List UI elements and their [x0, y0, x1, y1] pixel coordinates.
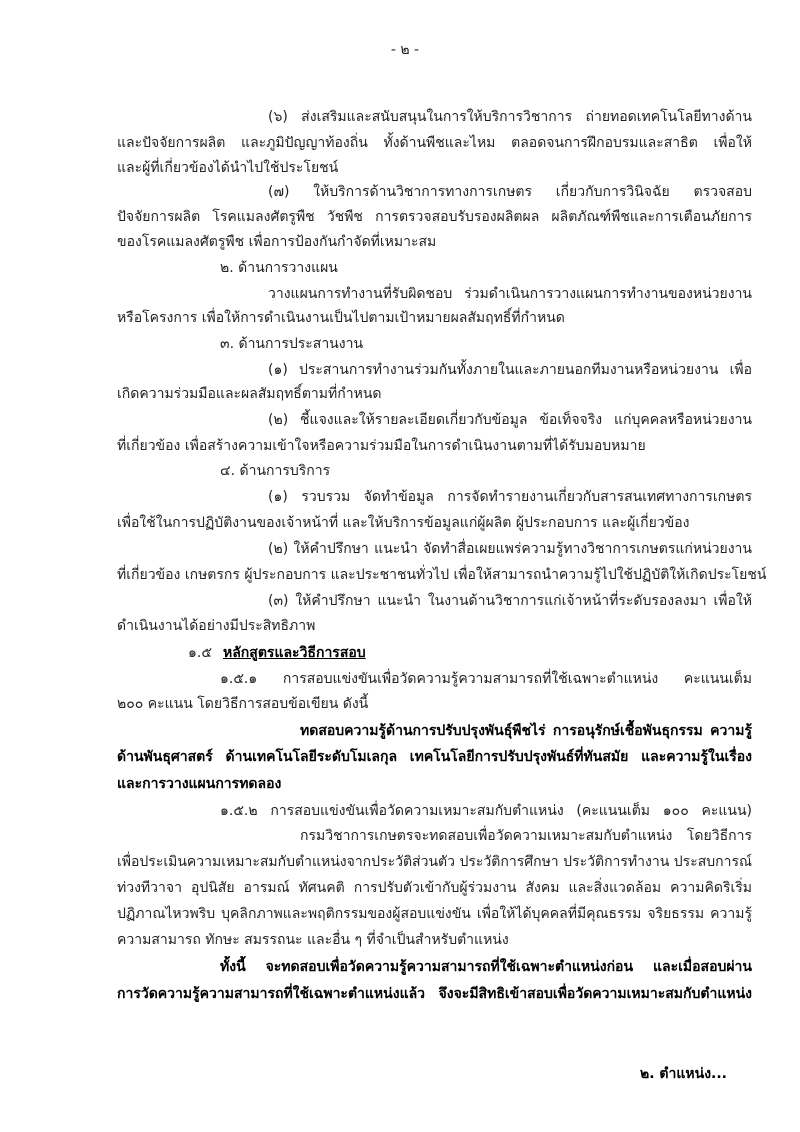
- section-number: ๑.๕: [188, 645, 212, 661]
- continuation-marker: ๒. ตำแหน่ง...: [640, 1066, 727, 1082]
- text-line: (๑) รวบรวม จัดทำข้อมูล การจัดทำรายงานเกี่ยวกับสารสนเทศทางการเกษตร: [268, 489, 752, 505]
- text-line-bold: ทดสอบความรู้ด้านการปรับปรุงพันธุ์พืชไร่ การอนุรักษ์เชื้อพันธุกรรม ความรู้: [300, 723, 752, 739]
- text-line: ๑.๕.๒ การสอบแข่งขันเพื่อวัดความเหมาะสมกับตำแหน่ง (คะแนนเต็ม ๑๐๐ คะแนน): [220, 803, 752, 819]
- text-line-bold: และการวางแผนการทดลอง: [117, 776, 282, 792]
- text-line: หรือโครงการ เพื่อให้การดำเนินงานเป็นไปตามเป้าหมายผลสัมฤทธิ์ที่กำหนด: [117, 310, 565, 326]
- text-line: ของโรคแมลงศัตรูพืช เพื่อการป้องกันกำจัดที่เหมาะสม: [117, 234, 437, 250]
- text-line: (๖) ส่งเสริมและสนับสนุนในการให้บริการวิชาการ ถ่ายทอดเทคโนโลยีทางด้าน: [268, 109, 752, 125]
- text-line: ท่วงทีวาจา อุปนิสัย อารมณ์ ทัศนคติ การปรับตัวเข้ากับผู้ร่วมงาน สังคม และสิ่งแวดล้อม ความคิดริเริ่ม: [117, 880, 752, 896]
- section-heading: ๒. ด้านการวางแผน: [220, 260, 338, 276]
- text-line: และผู้ที่เกี่ยวข้องได้นำไปใช้ประโยชน์: [117, 160, 339, 176]
- text-line: เกิดความร่วมมือและผลสัมฤทธิ์ตามที่กำหนด: [117, 386, 382, 402]
- text-line: ที่เกี่ยวข้อง เพื่อสร้างความเข้าใจหรือความร่วมมือในการดำเนินงานตามที่ได้รับมอบหมาย: [117, 438, 646, 454]
- text-line: ที่เกี่ยวข้อง เกษตรกร ผู้ประกอบการ และประชาชนทั่วไป เพื่อให้สามารถนำความรู้ไปใช้ปฏิบัติให้เกิดประโยชน์: [117, 567, 767, 583]
- text-line: และปัจจัยการผลิต และภูมิปัญญาท้องถิ่น ทั้งด้านพืชและไหม ตลอดจนการฝึกอบรมและสาธิต เพื่อให้: [117, 135, 752, 151]
- text-line: กรมวิชาการเกษตรจะทดสอบเพื่อวัดความเหมาะสมกับตำแหน่ง โดยวิธีการ: [300, 828, 752, 844]
- page-number: - ๒ -: [390, 42, 420, 58]
- text-line-bold: การวัดความรู้ความสามารถที่ใช้เฉพาะตำแหน่งแล้ว จึงจะมีสิทธิเข้าสอบเพื่อวัดความเหมาะสมกับตำแหน่ง: [117, 986, 752, 1002]
- section-title: หลักสูตรและวิธีการสอบ: [223, 645, 366, 661]
- text-line: ปฏิภาณไหวพริบ บุคลิกภาพและพฤติกรรมของผู้สอบแข่งขัน เพื่อให้ได้บุคคลที่มีคุณธรรม จริยธรรม ความรู้: [117, 906, 752, 922]
- text-line: (๑) ประสานการทำงานร่วมกันทั้งภายในและภายนอกทีมงานหรือหน่วยงาน เพื่อ: [268, 362, 752, 378]
- text-line: (๗) ให้บริการด้านวิชาการทางการเกษตร เกี่ยวกับการวินิจฉัย ตรวจสอบ: [268, 184, 752, 200]
- text-line-bold: ทั้งนี้ จะทดสอบเพื่อวัดความรู้ความสามารถที่ใช้เฉพาะตำแหน่งก่อน และเมื่อสอบผ่าน: [220, 959, 752, 975]
- text-line-bold: ด้านพันธุศาสตร์ ด้านเทคโนโลยีระดับโมเลกุล เทคโนโลยีการปรับปรุงพันธ์ที่ทันสมัย และความรู้ในเรื่อง: [117, 749, 752, 765]
- text-line: ปัจจัยการผลิต โรคแมลงศัตรูพืช วัชพืช การตรวจสอบรับรองผลิตผล ผลิตภัณฑ์พืชและการเตือนภัยการ: [117, 209, 752, 225]
- text-line: (๓) ให้คำปรึกษา แนะนำ ในงานด้านวิชาการแก่เจ้าหน้าที่ระดับรองลงมา เพื่อให้: [268, 593, 752, 609]
- section-heading: ๔. ด้านการบริการ: [220, 463, 331, 479]
- text-line: ๑.๕.๑ การสอบแข่งขันเพื่อวัดความรู้ความสามารถที่ใช้เฉพาะตำแหน่ง คะแนนเต็ม: [220, 671, 752, 687]
- text-line: วางแผนการทำงานที่รับผิดชอบ ร่วมดำเนินการวางแผนการทำงานของหน่วยงาน: [268, 286, 752, 302]
- text-line: ดำเนินงานได้อย่างมีประสิทธิภาพ: [117, 618, 316, 634]
- section-heading: ๓. ด้านการประสานงาน: [220, 336, 364, 352]
- text-line: (๒) ให้คำปรึกษา แนะนำ จัดทำสื่อเผยแพร่ความรู้ทางวิชาการเกษตรแก่หน่วยงาน: [268, 541, 752, 557]
- text-line: ๒๐๐ คะแนน โดยวิธีการสอบข้อเขียน ดังนี้: [117, 696, 369, 712]
- text-line: เพื่อประเมินความเหมาะสมกับตำแหน่งจากประวัติส่วนตัว ประวัติการศึกษา ประวัติการทำงาน ประสบการณ์: [117, 854, 752, 870]
- text-line: (๒) ชี้แจงและให้รายละเอียดเกี่ยวกับข้อมูล ข้อเท็จจริง แก่บุคคลหรือหน่วยงาน: [268, 412, 752, 428]
- text-line: ความสามารถ ทักษะ สมรรถนะ และอื่น ๆ ที่จำเป็นสำหรับตำแหน่ง: [117, 932, 509, 948]
- text-line: เพื่อใช้ในการปฏิบัติงานของเจ้าหน้าที่ และให้บริการข้อมูลแก่ผู้ผลิต ผู้ประกอบการ และผู้เกี่ยวข้อง: [117, 515, 690, 531]
